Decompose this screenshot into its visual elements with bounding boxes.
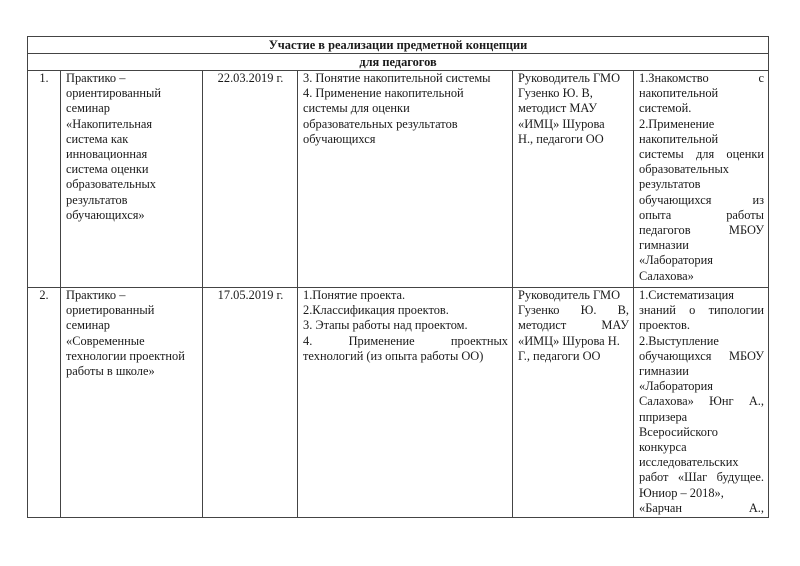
text-line: «Барчан А.,	[639, 500, 765, 515]
text-line: системы для оценки	[303, 101, 410, 116]
event-cell	[61, 71, 203, 288]
text-line: методист МАУ	[518, 101, 598, 116]
text-line: опыта работы	[639, 207, 765, 222]
text-line: 2.Применение	[639, 116, 715, 131]
text-line: технологий (из опыта работы ОО)	[303, 348, 484, 363]
text-line: «Лаборатория	[639, 379, 713, 394]
text-line: Руководитель ГМО	[518, 71, 621, 85]
responsible-cell	[513, 71, 634, 288]
table-row	[28, 71, 769, 288]
text-line: Практико –	[66, 71, 126, 85]
text-line: обучающихся»	[66, 207, 145, 222]
row-number: 2.	[28, 288, 61, 518]
text-line: 4. Применение накопительной	[303, 86, 464, 101]
text-line: гимназии	[639, 238, 689, 253]
text-line: гимназии	[639, 364, 689, 379]
text-line: 1.Систематизация	[639, 288, 734, 302]
text-line: системы для оценки	[639, 147, 765, 162]
text-line: обучающихся МБОУ	[639, 348, 765, 363]
text-line: образовательных	[639, 162, 729, 177]
text-line: Гузенко Ю. В,	[518, 303, 629, 318]
text-line: исследовательских	[639, 455, 739, 470]
results-cell	[634, 288, 769, 518]
text-line: 4. Применение проектных	[303, 333, 508, 348]
text-line: 3. Этапы работы над проектом.	[303, 318, 468, 333]
text-line: педагогов МБОУ	[639, 223, 765, 238]
text-line: ориентированный	[66, 86, 161, 101]
text-line: конкурса	[639, 440, 687, 455]
text-line: Всеросийского	[639, 424, 718, 439]
text-line: «ИМЦ» Шурова	[518, 116, 605, 131]
text-line: ориетированный	[66, 303, 155, 318]
text-line: результатов	[66, 192, 128, 207]
text-line: 2.Классификация проектов.	[303, 303, 449, 318]
text-line: проектов.	[639, 318, 690, 333]
text-line: 3. Понятие накопительной системы	[303, 71, 491, 85]
results-cell	[634, 71, 769, 288]
text-line: Гузенко Ю. В,	[518, 86, 593, 101]
text-line: результатов	[639, 177, 701, 192]
event-cell	[61, 288, 203, 518]
text-line: обучающихся из	[639, 192, 765, 207]
table-row	[28, 288, 769, 518]
text-line: накопительной	[639, 86, 719, 101]
table-title: Участие в реализации предметной концепции	[28, 37, 769, 54]
text-line: Г., педагоги ОО	[518, 348, 601, 363]
text-line: работы в школе»	[66, 364, 155, 379]
text-line: Салахова»	[639, 268, 694, 283]
text-line: Салахова» Юнг А.,	[639, 394, 765, 409]
events-table	[27, 36, 769, 518]
text-line: образовательных результатов	[303, 116, 458, 131]
table-subtitle: для педагогов	[28, 54, 769, 71]
text-line: образовательных	[66, 177, 156, 192]
text-line: технологии проектной	[66, 348, 185, 363]
text-line: Н., педагоги ОО	[518, 131, 604, 146]
text-line: система оценки	[66, 162, 149, 177]
text-line: 1.Понятие проекта.	[303, 288, 406, 302]
topics-cell	[298, 288, 513, 518]
date-cell: 22.03.2019 г.	[203, 71, 298, 288]
topics-cell	[298, 71, 513, 288]
text-line: обучающихся	[303, 131, 376, 146]
text-line: знаний о типологии	[639, 303, 765, 318]
date-cell: 17.05.2019 г.	[203, 288, 298, 518]
text-line: методист МАУ	[518, 318, 629, 333]
text-line: система как	[66, 131, 129, 146]
text-line: инновационная	[66, 147, 148, 162]
text-line: 2.Выступление	[639, 333, 719, 348]
text-line: Практико –	[66, 288, 126, 302]
text-line: «Лаборатория	[639, 253, 713, 268]
text-line: системой.	[639, 101, 692, 116]
text-line: семинар	[66, 318, 110, 333]
row-number: 1.	[28, 71, 61, 288]
text-line: Руководитель ГМО	[518, 288, 621, 302]
text-line: «ИМЦ» Шурова Н.	[518, 333, 620, 348]
text-line: семинар	[66, 101, 110, 116]
text-line: работ «Шаг будущее.	[639, 470, 765, 485]
text-line: «Современные	[66, 333, 145, 348]
text-line: ппризера	[639, 409, 688, 424]
text-line: накопительной	[639, 131, 719, 146]
text-line: 1.Знакомство с	[639, 71, 765, 85]
text-line: Юниор – 2018»,	[639, 485, 724, 500]
responsible-cell	[513, 288, 634, 518]
text-line: «Накопительная	[66, 116, 153, 131]
